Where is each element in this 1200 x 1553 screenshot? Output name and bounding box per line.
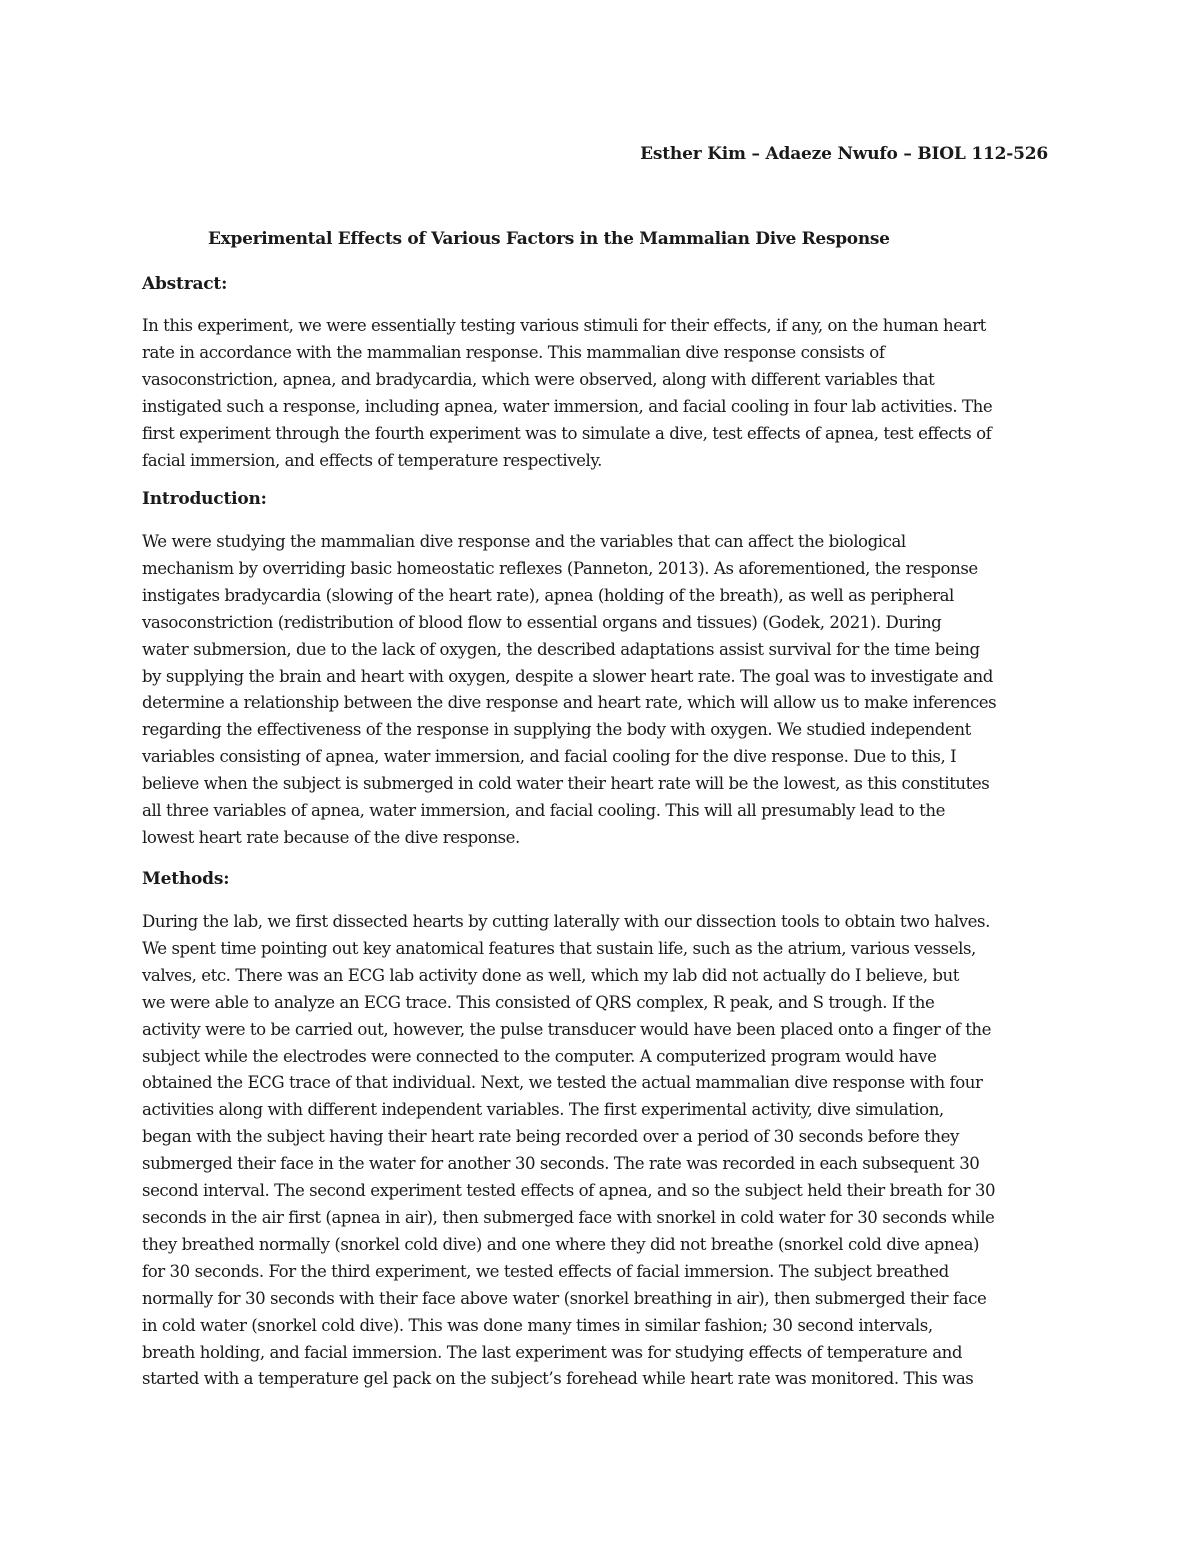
methods-line: obtained the ECG trace of that individual. Next, we tested the actual mammalian dive response with four: [142, 1073, 983, 1093]
methods-line: We spent time pointing out key anatomical features that sustain life, such as the atrium, various vessels,: [142, 938, 976, 958]
methods-line: activities along with different independent variables. The first experimental activity, dive simulation,: [142, 1100, 944, 1120]
introduction-line: by supplying the brain and heart with oxygen, despite a slower heart rate. The goal was to investigate and: [142, 666, 993, 686]
introduction-line: vasoconstriction (redistribution of blood flow to essential organs and tissues) (Godek, 2021). During: [142, 612, 942, 632]
introduction-line: mechanism by overriding basic homeostatic reflexes (Panneton, 2013). As aforementioned, the response: [142, 558, 978, 578]
introduction-line: lowest heart rate because of the dive response.: [142, 827, 520, 847]
abstract-line: vasoconstriction, apnea, and bradycardia, which were observed, along with different variables that: [142, 369, 935, 389]
introduction-line: We were studying the mammalian dive response and the variables that can affect the biological: [142, 532, 906, 551]
methods-line: they breathed normally (snorkel cold dive) and one where they did not breathe (snorkel cold dive apnea): [142, 1234, 980, 1254]
methods-line: submerged their face in the water for another 30 seconds. The rate was recorded in each subsequent 30: [142, 1154, 980, 1174]
abstract-line: instigated such a response, including apnea, water immersion, and facial cooling in four lab activities. The: [142, 396, 993, 416]
introduction-paragraph: [142, 529, 1054, 852]
introduction-line: instigates bradycardia (slowing of the heart rate), apnea (holding of the breath), as well as peripheral: [142, 585, 954, 605]
methods-line: in cold water (snorkel cold dive). This was done many times in similar fashion; 30 second intervals,: [142, 1315, 933, 1335]
abstract-line: rate in accordance with the mammalian response. This mammalian dive response consists of: [142, 342, 885, 362]
abstract-heading: Abstract:: [142, 274, 228, 294]
paper-title: Experimental Effects of Various Factors in the Mammalian Dive Response: [208, 229, 890, 249]
methods-line: seconds in the air first (apnea in air), then submerged face with snorkel in cold water for 30 seconds while: [142, 1207, 995, 1227]
methods-line: began with the subject having their heart rate being recorded over a period of 30 seconds before they: [142, 1127, 959, 1147]
methods-line: we were able to analyze an ECG trace. This consisted of QRS complex, R peak, and S trough. If the: [142, 992, 935, 1012]
abstract-paragraph: [142, 313, 1054, 474]
abstract-line: first experiment through the fourth experiment was to simulate a dive, test effects of apnea, test effects of: [142, 423, 992, 443]
methods-paragraph: [142, 909, 1054, 1393]
methods-line: subject while the electrodes were connected to the computer. A computerized program would have: [142, 1046, 937, 1066]
methods-line: for 30 seconds. For the third experiment, we tested effects of facial immersion. The subject breathed: [142, 1261, 949, 1281]
introduction-line: variables consisting of apnea, water immersion, and facial cooling for the dive response. Due to this, I: [142, 747, 957, 767]
introduction-line: water submersion, due to the lack of oxygen, the described adaptations assist survival for the time being: [142, 639, 980, 659]
methods-heading: Methods:: [142, 869, 230, 889]
abstract-line: facial immersion, and effects of temperature respectively.: [142, 450, 602, 470]
introduction-line: believe when the subject is submerged in cold water their heart rate will be the lowest, as this constitutes: [142, 774, 990, 794]
introduction-heading: Introduction:: [142, 489, 267, 509]
methods-line: normally for 30 seconds with their face above water (snorkel breathing in air), then submerged their face: [142, 1288, 987, 1308]
introduction-line: regarding the effectiveness of the response in supplying the body with oxygen. We studied independent: [142, 720, 971, 740]
introduction-line: determine a relationship between the dive response and heart rate, which will allow us to make inferences: [142, 693, 997, 713]
introduction-line: all three variables of apnea, water immersion, and facial cooling. This will all presumably lead to the: [142, 801, 945, 821]
methods-line: second interval. The second experiment tested effects of apnea, and so the subject held their breath for 30: [142, 1181, 996, 1201]
methods-line: valves, etc. There was an ECG lab activity done as well, which my lab did not actually do I believe, but: [142, 965, 959, 985]
methods-line: activity were to be carried out, however, the pulse transducer would have been placed onto a finger of the: [142, 1019, 992, 1039]
methods-line: started with a temperature gel pack on the subject’s forehead while heart rate was monitored. This was: [142, 1369, 974, 1389]
abstract-line: In this experiment, we were essentially testing various stimuli for their effects, if any, on the human heart: [142, 316, 986, 335]
author-course-header: Esther Kim – Adaeze Nwufo – BIOL 112-526: [640, 144, 1048, 164]
methods-line: breath holding, and facial immersion. The last experiment was for studying effects of temperature and: [142, 1342, 963, 1362]
methods-line: During the lab, we first dissected hearts by cutting laterally with our dissection tools to obtain two halves.: [142, 912, 990, 931]
